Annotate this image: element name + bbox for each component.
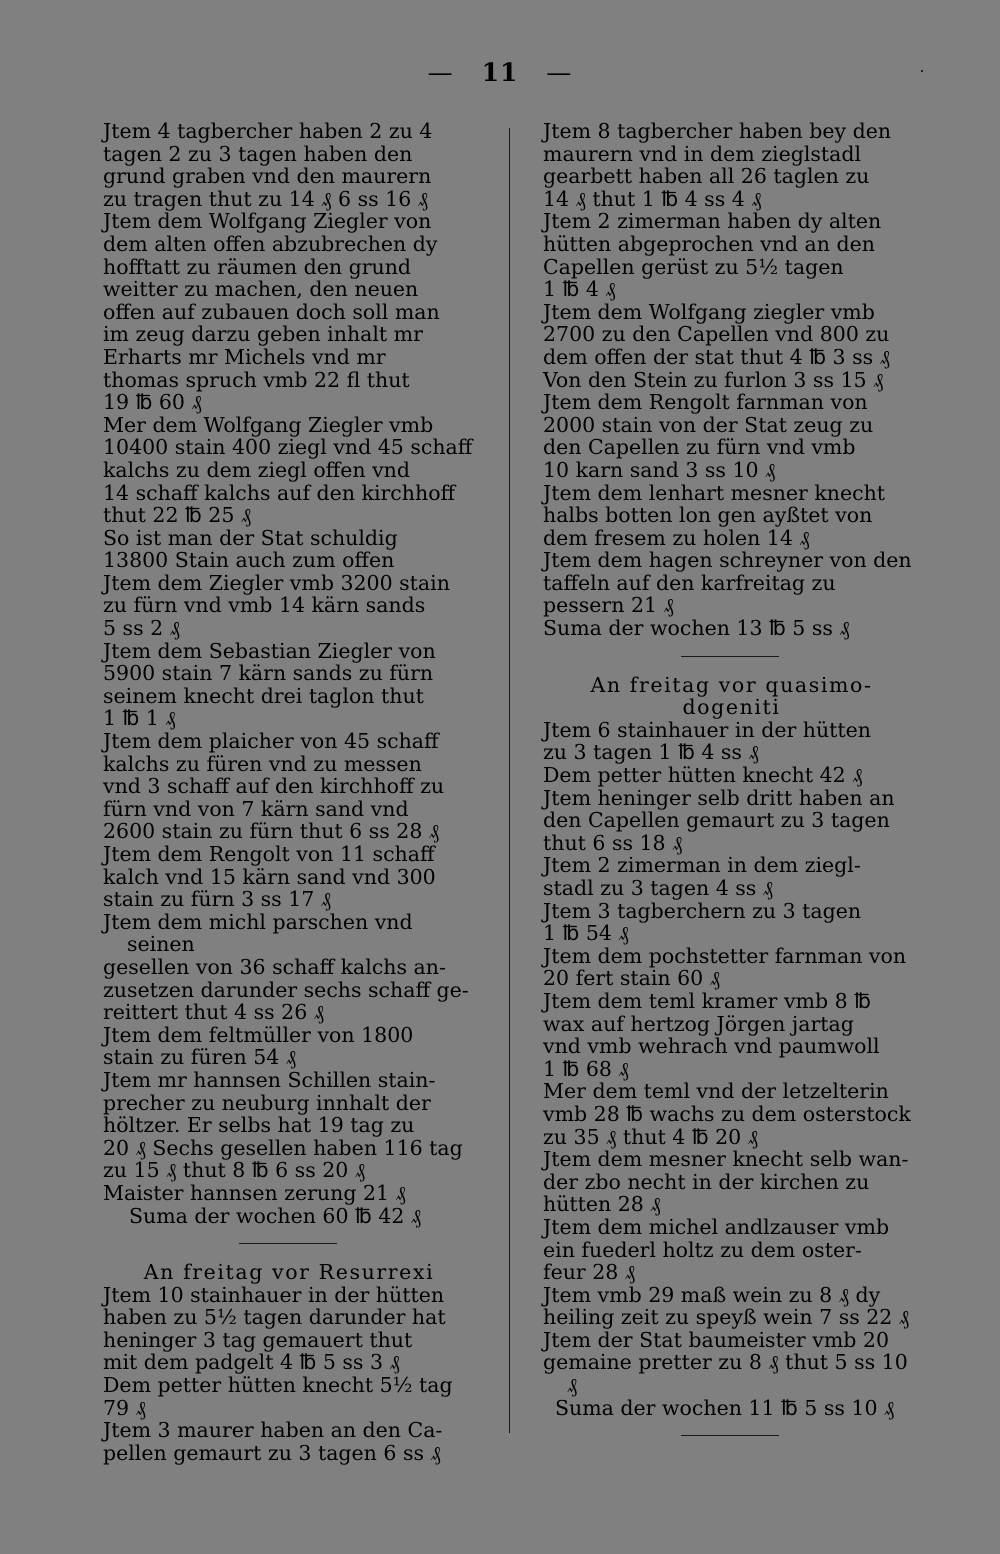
ledger-entry [543,1216,920,1284]
entry-line: Jtem dem pochstetter farnman von [543,943,907,968]
entry-line: 1 ℔ 1 ₰ [103,706,176,731]
entry-line: ein fuederl holtz zu dem oster- [543,1237,862,1262]
entry-line: 1 ℔ 68 ₰ [543,1056,629,1081]
entry-line: feur 28 ₰ [543,1260,636,1285]
entry-line: dem offen der stat thut 4 ℔ 3 ss ₰ [543,344,890,369]
entry-line: Jtem 4 tagbercher haben 2 zu 4 [103,119,433,143]
entry-line: Jtem dem Rengolt farnman von [543,390,868,415]
ledger-entry [543,210,920,300]
left-column [103,120,475,1464]
ledger-entry [543,1080,920,1148]
left-week-sum-a: Suma der wochen 60 ℔ 42 ₰ [129,1203,422,1228]
ledger-entry [543,549,920,617]
entry-line: 5 ss 2 ₰ [103,616,180,641]
entry-line: Dem petter hütten knecht 5½ tag [103,1373,453,1398]
ledger-entry [103,1024,475,1069]
page-header [0,58,1000,87]
entry-line: Jtem dem Wolfgang ziegler vmb [543,299,875,324]
entry-line: thut 22 ℔ 25 ₰ [103,503,252,528]
entry-line: den Capellen zu fürn vnd vmb [543,435,856,460]
entry-line: haben zu 5½ tagen darunder hat [103,1305,446,1330]
ledger-entry [103,210,475,413]
ledger-entry [543,719,920,764]
entry-line: fürn vnd von 7 kärn sand vnd [103,796,409,821]
entry-line: weitter zu machen, den neuen [103,277,419,302]
entry-line: zu 15 ₰ thut 8 ℔ 6 ss 20 ₰ [103,1158,366,1183]
entry-line: Jtem 2 zimerman haben dy alten [543,209,882,234]
entry-line: 5900 stain 7 kärn sands zu fürn [103,661,434,686]
entry-line: Jtem heninger selb dritt haben an [543,785,895,810]
ledger-entry [543,990,920,1080]
ledger-entry [543,1148,920,1216]
page-number: 11 [481,58,519,87]
entry-line: Maister hannsen zerung 21 ₰ [103,1180,406,1205]
entry-line: 1 ℔ 4 ₰ [543,277,616,302]
ledger-entry [543,787,920,855]
entry-line: zu 3 tagen 1 ℔ 4 ss ₰ [543,740,759,765]
entry-line: hütten abgeprochen vnd an den [543,231,875,256]
ledger-entry [103,527,475,572]
entry-line: vmb 28 ℔ wachs zu dem osterstock [543,1101,911,1126]
entry-line: Jtem mr hannsen Schillen stain- [103,1067,436,1092]
entry-line: precher zu neuburg innhalt der [103,1090,431,1115]
ledger-entry [103,572,475,640]
entry-line: dem fresem zu holen 14 ₰ [543,525,810,550]
ledger-entry [103,1182,475,1205]
closing-divider [681,1435,779,1436]
ledger-entry [543,120,920,210]
entry-line: 20 fert stain 60 ₰ [543,966,720,991]
ledger-entry [103,911,475,1024]
ledger-entry [543,301,920,369]
section-divider-right [681,656,779,657]
entry-line: zu tragen thut zu 14 ₰ 6 ss 16 ₰ [103,186,429,211]
entry-line: den Capellen gemaurt zu 3 tagen [543,808,890,833]
entry-line: Jtem dem Wolfgang Ziegler von [103,209,432,234]
left-section-heading [103,1261,475,1284]
entry-line: Jtem dem Sebastian Ziegler von [103,638,436,663]
entry-line: kalchs zu füren vnd zu messen [103,751,422,776]
entry-line: Jtem dem michel andlzauser vmb [543,1214,890,1239]
entry-line: 2600 stain zu fürn thut 6 ss 28 ₰ [103,819,440,844]
ledger-entry [103,120,475,210]
header-dash-right: — [546,58,573,87]
entry-line: seinem knecht drei taglon thut [103,683,424,708]
entry-line: Jtem dem Rengolt von 11 schaff [103,842,435,866]
entry-line: gearbett haben all 26 taglen zu [543,164,870,189]
right-section-heading [543,674,920,719]
entry-line: 13800 Stain auch zum offen [103,548,395,573]
ledger-entry [103,1069,475,1182]
entry-line: hütten 28 ₰ [543,1192,661,1217]
entry-line: stain zu fürn 3 ss 17 ₰ [103,887,332,912]
entry-line: Jtem 3 maurer haben an den Ca- [103,1418,443,1443]
entry-line: 14 schaff kalchs auf den kirchhoff [103,480,456,505]
entry-line: 20 ₰ Sechs gesellen haben 116 tag [103,1135,463,1160]
entry-line: tagen 2 zu 3 tagen haben den [103,141,413,166]
ledger-entry [543,1284,920,1329]
section-divider-left [239,1243,337,1244]
entry-line: taffeln auf den karfreitag zu [543,570,836,595]
ledger-entry [103,843,475,911]
entry-line: 10 karn sand 3 ss 10 ₰ [543,457,776,482]
entry-line: 10400 stain 400 ziegl vnd 45 schaff [103,435,473,460]
entry-line: Capellen gerüst zu 5½ tagen [543,254,844,279]
ledger-entry [543,482,920,550]
entry-line: Jtem dem Ziegler vmb 3200 stain [103,570,450,595]
entry-line: Jtem dem feltmüller von 1800 [103,1022,414,1047]
ledger-entry [543,945,920,990]
entry-line: dem alten offen abzubrechen dy [103,231,438,256]
entry-line: hofftatt zu räumen den grund [103,254,412,279]
entry-line: der zbo necht in der kirchen zu [543,1169,870,1194]
entry-line: vnd 3 schaff auf den kirchhoff zu [103,774,445,799]
entry-line: wax auf hertzog Jörgen jartag [543,1011,854,1036]
entry-line: 2000 stain von der Stat zeug zu [543,412,874,437]
header-dash-left: — [427,58,454,87]
ledger-entry [543,764,920,787]
ledger-entry [543,369,920,392]
entry-line: vnd vmb wehrach vnd paumwoll [543,1034,880,1059]
entry-line: thut 6 ss 18 ₰ [543,830,683,855]
ledger-entry [103,640,475,730]
entry-line: reittert thut 4 ss 26 ₰ [103,1000,325,1025]
ledger-entry [103,730,475,843]
column-divider [509,128,510,1433]
entry-line: stadl zu 3 tagen 4 ss ₰ [543,876,774,900]
right-entries-a [543,120,920,617]
heading-line: An freitag vor Resurrexi [143,1260,435,1285]
heading-line: dogeniti [682,695,781,720]
entry-line: 79 ₰ [103,1395,146,1420]
entry-line: 2700 zu den Capellen vnd 800 zu [543,322,890,347]
print-mark [921,70,923,72]
entry-line: gemaine pretter zu 8 ₰ thut 5 ss 10 ₰ [543,1350,908,1398]
entry-line: heninger 3 tag gemauert thut [103,1327,413,1352]
ledger-entry [543,391,920,481]
entry-line: halbs botten lon gen ayßtet von [543,503,873,528]
right-week-sum-b: Suma der wochen 11 ℔ 5 ss 10 ₰ [555,1395,895,1420]
entry-line: zu fürn vnd vmb 14 kärn sands [103,593,426,618]
entry-line: Jtem 2 zimerman in dem ziegl- [543,853,861,878]
entry-line: 14 ₰ thut 1 ℔ 4 ss 4 ₰ [543,186,762,211]
entry-line: Jtem dem lenhart mesner knecht [543,480,886,505]
left-entries-a [103,120,475,1205]
entry-line: maurern vnd in dem zieglstadl [543,141,862,166]
right-entries-b [543,719,920,1397]
entry-line: stain zu füren 54 ₰ [103,1045,297,1070]
entry-line: So ist man der Stat schuldig [103,525,398,550]
entry-line: pellen gemaurt zu 3 tagen 6 ss ₰ [103,1440,441,1465]
ledger-entry [543,854,920,899]
entry-line: kalch vnd 15 kärn sand vnd 300 [103,864,436,889]
entry-line: pessern 21 ₰ [543,593,674,618]
entry-line: zu 35 ₰ thut 4 ℔ 20 ₰ [543,1124,758,1149]
entry-line: Jtem 10 stainhauer in der hütten [103,1282,445,1307]
entry-line: Jtem 6 stainhauer in der hütten [543,717,871,742]
entry-line: Jtem dem plaicher von 45 schaff [103,729,439,754]
entry-line: Jtem der Stat baumeister vmb 20 [543,1327,889,1352]
entry-line: im zeug darzu geben inhalt mr [103,322,423,347]
entry-line: 1 ℔ 54 ₰ [543,921,629,946]
entry-line: Mer dem teml vnd der letzelterin [543,1079,889,1104]
entry-line: Jtem vmb 29 maß wein zu 8 ₰ dy [543,1282,881,1307]
entry-line: Jtem dem teml kramer vmb 8 ℔ [543,988,871,1013]
ledger-entry [103,1374,475,1419]
entry-line: zusetzen darunder sechs schaff ge- [103,977,469,1002]
entry-line: Von den Stein zu furlon 3 ss 15 ₰ [543,367,884,392]
entry-line: Mer dem Wolfgang Ziegler vmb [103,412,434,437]
left-entries-b [103,1284,475,1465]
entry-line: Jtem dem mesner knecht selb wan- [543,1147,909,1172]
entry-line: Jtem dem michl parschen vnd seinen [103,909,413,957]
heading-line: An freitag vor quasimo- [590,672,873,697]
entry-line: gesellen von 36 schaff kalchs an- [103,954,446,979]
entry-line: 19 ℔ 60 ₰ [103,390,202,415]
entry-line: grund graben vnd den maurern [103,164,432,189]
entry-line: kalchs zu dem ziegl offen vnd [103,457,410,482]
ledger-entry [543,900,920,945]
ledger-entry [103,1284,475,1374]
entry-line: Jtem 8 tagbercher haben bey den [543,119,892,143]
ledger-entry [543,1329,920,1397]
entry-line: Jtem dem hagen schreyner von den [543,548,912,573]
entry-line: Jtem 3 tagberchern zu 3 tagen [543,898,862,923]
right-week-sum-a: Suma der wochen 13 ℔ 5 ss ₰ [543,616,850,641]
entry-line: offen auf zubauen doch soll man [103,299,440,324]
entry-line: heiling zeit zu speyß wein 7 ss 22 ₰ [543,1305,910,1330]
entry-line: Erharts mr Michels vnd mr [103,344,386,369]
entry-line: höltzer. Er selbs hat 19 tag zu [103,1113,415,1138]
ledger-entry [103,1419,475,1464]
ledger-entry [103,414,475,527]
entry-line: thomas spruch vmb 22 fl thut [103,367,410,392]
entry-line: mit dem padgelt 4 ℔ 5 ss 3 ₰ [103,1350,400,1375]
entry-line: Dem petter hütten knecht 42 ₰ [543,763,863,788]
right-column [543,120,920,1453]
